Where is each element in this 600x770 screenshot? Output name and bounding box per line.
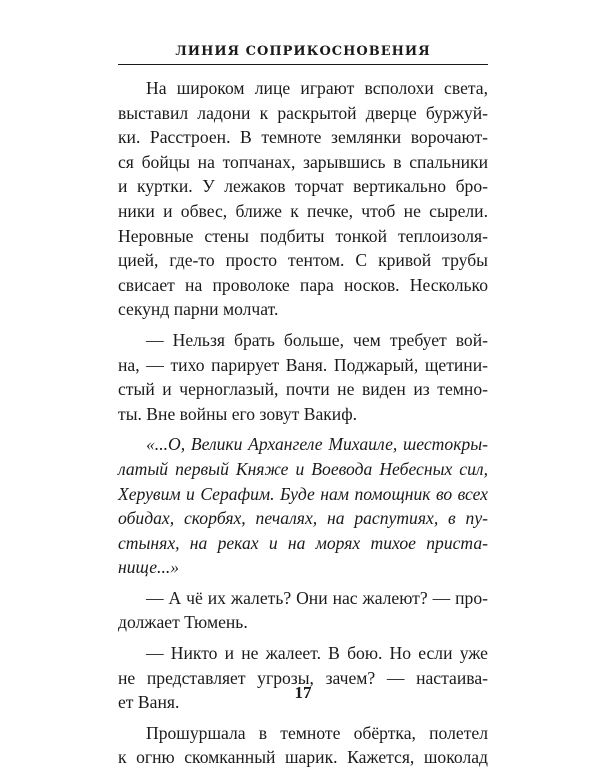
text-line: должает Тюмень.	[118, 612, 248, 633]
text-line: — А чё их жалеть? Они нас жалеют? — про-	[146, 587, 488, 608]
body-text	[118, 76, 488, 770]
text-line: выставил ладони к раскрытой дверце буржуй-	[118, 102, 488, 123]
text-line: — Никто и не жалеет. В бою. Но если уже	[146, 643, 488, 664]
paragraph	[118, 641, 488, 715]
text-line: ки. Расстроен. В темноте землянки ворочают-	[118, 127, 488, 148]
prayer-paragraph	[118, 432, 488, 580]
text-line: — Нельзя брать больше, чем требует вой-	[146, 329, 488, 350]
text-line: и куртки. У лежаков торчат вертикально бро-	[118, 176, 488, 197]
paragraph	[118, 76, 488, 322]
text-line: свисает на проволоке пара носков. Несколько	[118, 274, 488, 295]
header-rule	[118, 64, 488, 65]
text-line: обидах, скорбях, печалях, на распутиях, в пу-	[118, 508, 488, 529]
text-line: стый и черноглазый, почти не виден из темно-	[118, 379, 488, 400]
text-line: ники и обвес, ближе к печке, чтоб не сырели.	[118, 200, 488, 221]
paragraph	[118, 586, 488, 635]
text-line: ет Ваня.	[118, 692, 180, 713]
text-line: Неровные стены подбиты тонкой теплоизоля-	[118, 225, 488, 246]
text-line: секунд парни молчат.	[118, 299, 279, 320]
text-line: Прошуршала в темноте обёртка, полетел	[146, 722, 488, 743]
page-number: 17	[294, 683, 312, 702]
text-line: на, — тихо парирует Ваня. Поджарый, щетини-	[118, 354, 488, 375]
running-head: ЛИНИЯ СОПРИКОСНОВЕНИЯ	[175, 44, 431, 59]
text-line: стынях, на реках и на морях тихое приста-	[118, 532, 488, 553]
text-line: к огню скомканный шарик. Кажется, шоколад	[118, 747, 488, 768]
text-line: ся бойцы на топчанах, зарывшись в спальники	[118, 151, 488, 172]
text-line: цией, где-то просто тентом. С кривой трубы	[118, 250, 488, 271]
text-line: ты. Вне войны его зовут Вакиф.	[118, 403, 358, 424]
text-line: не представляет угрозы, зачем? — настаива-	[118, 667, 488, 688]
text-line: «...О, Велики Архангеле Михаиле, шестокры-	[146, 434, 488, 455]
paragraph	[118, 721, 488, 770]
text-line: латый первый Княже и Воевода Небесных сил,	[118, 458, 488, 479]
text-line: На широком лице играют всполохи света,	[146, 78, 488, 98]
text-line: нище...»	[118, 557, 180, 578]
text-line: Херувим и Серафим. Буде нам помощник во всех	[118, 483, 488, 504]
paragraph	[118, 328, 488, 426]
